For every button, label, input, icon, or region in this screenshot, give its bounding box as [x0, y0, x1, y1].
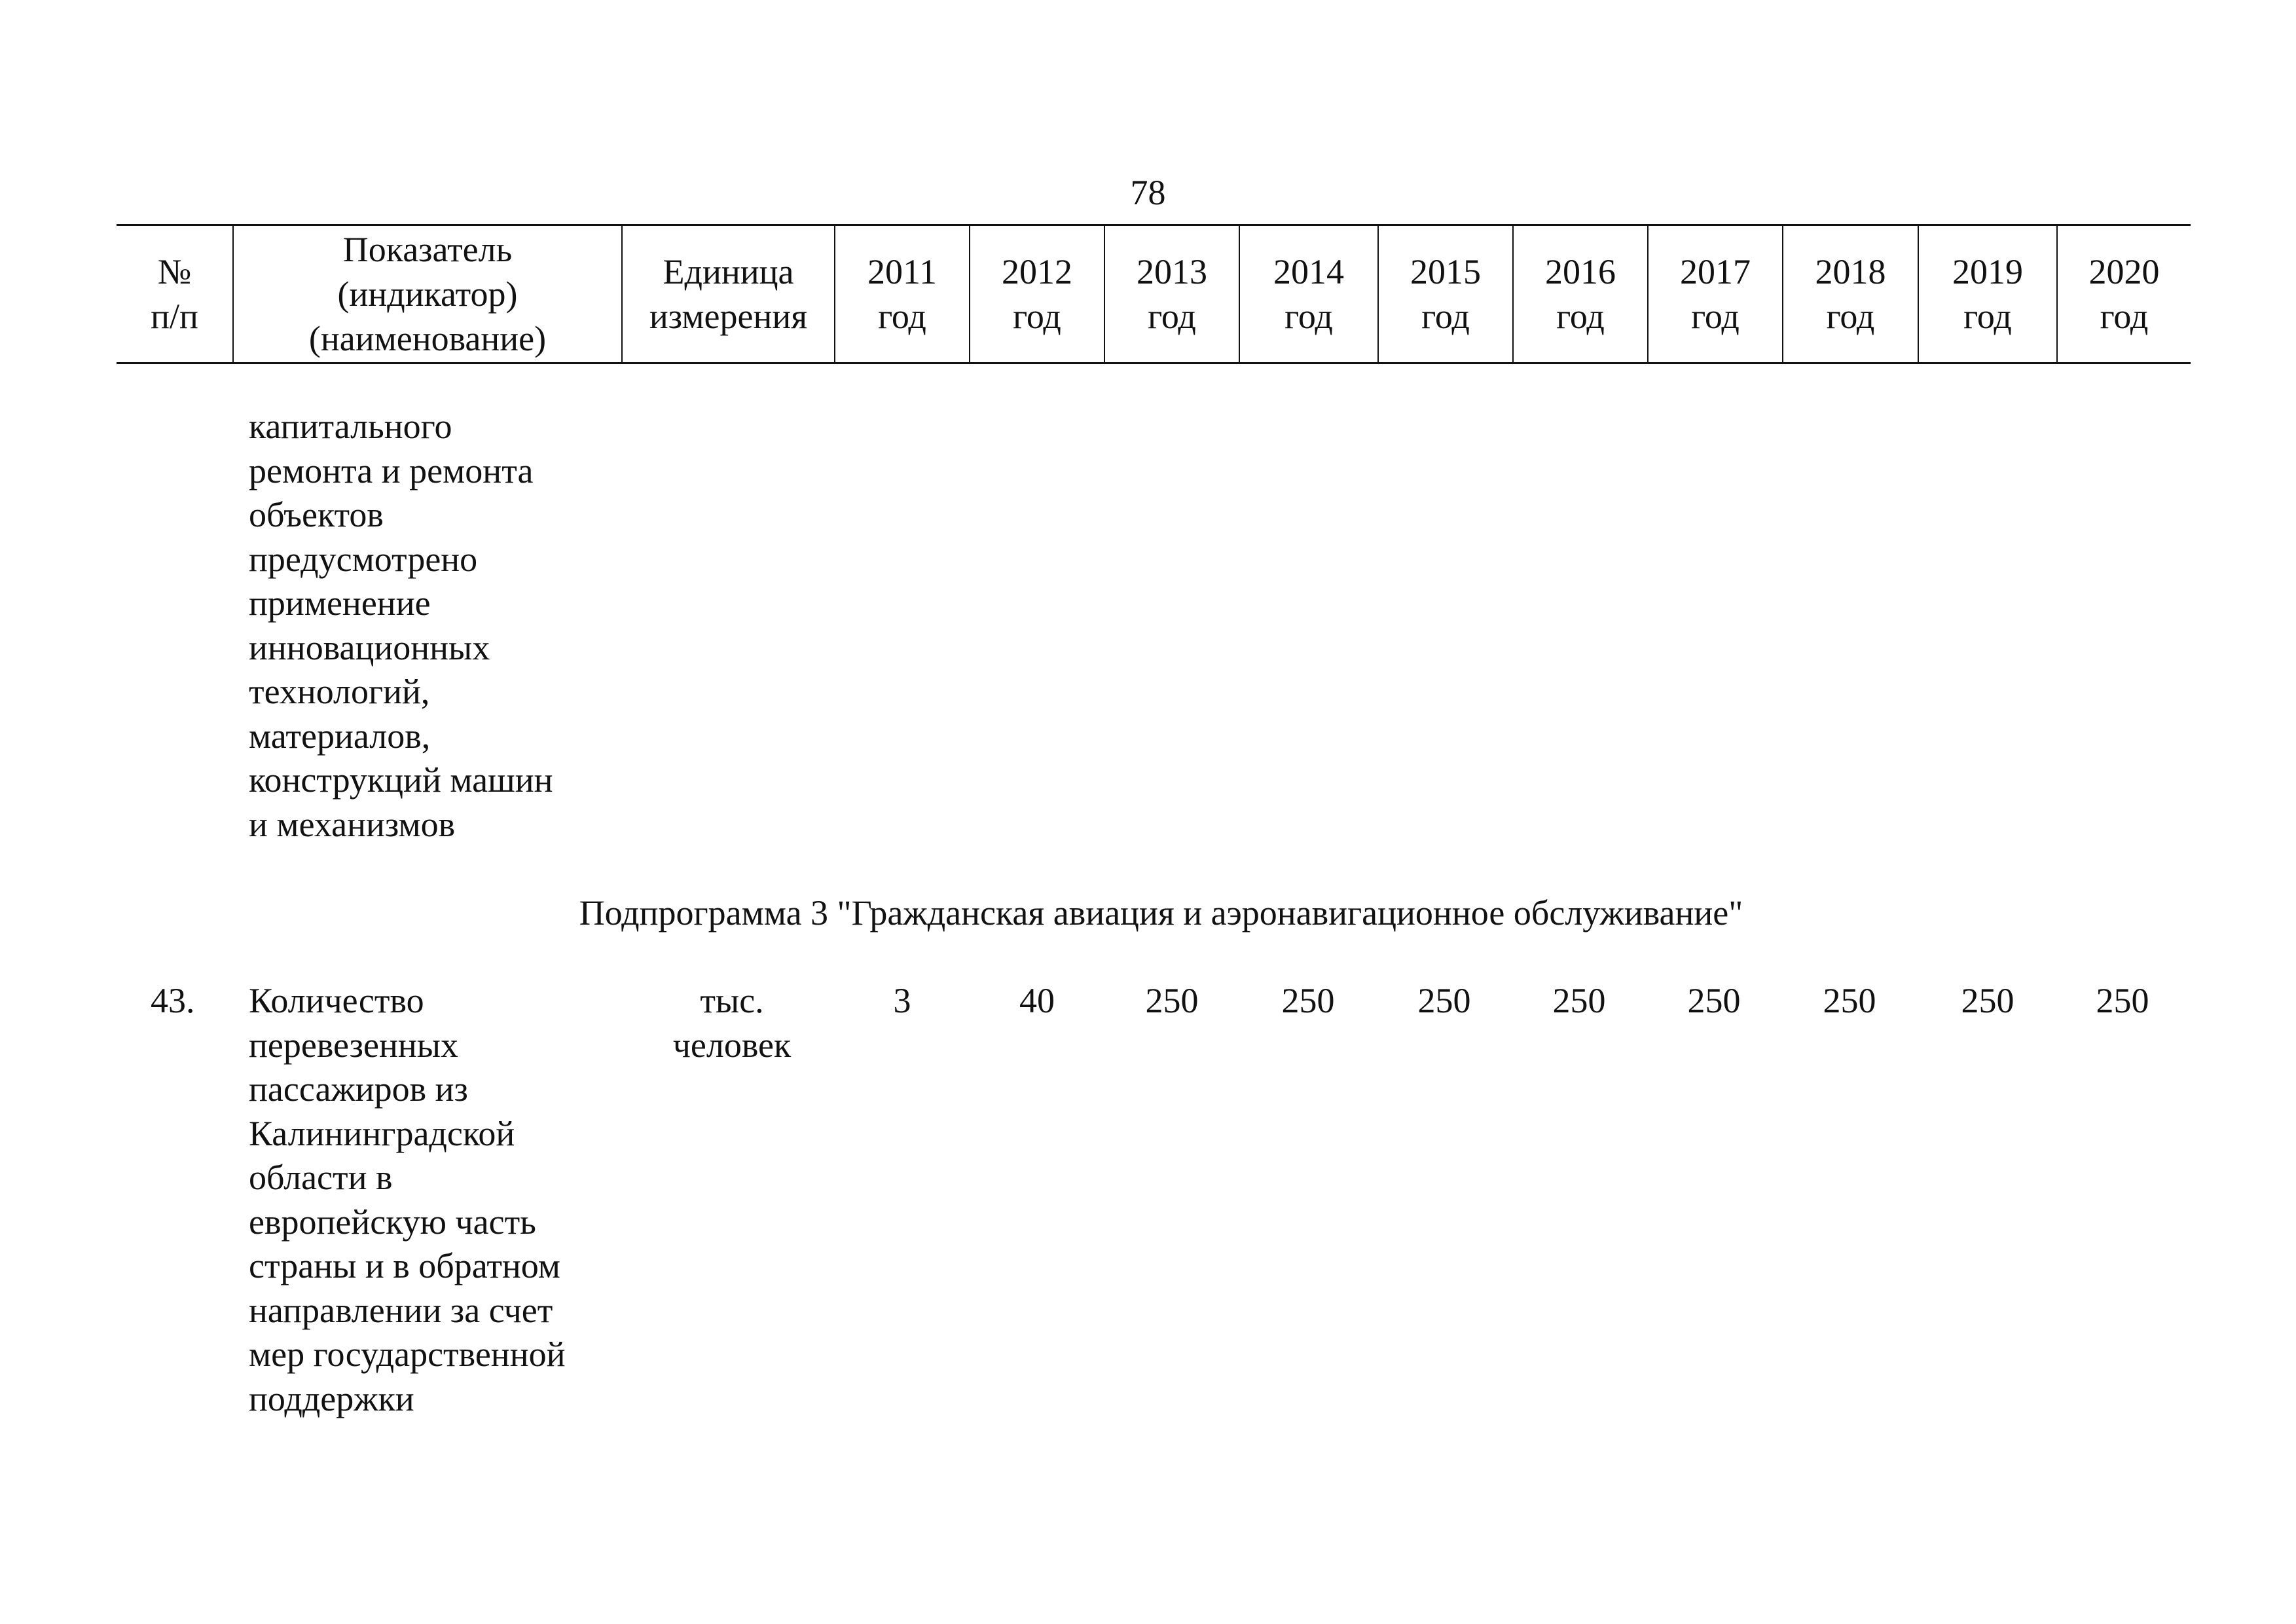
header-number-line: п/п — [151, 297, 198, 336]
row-indicator-name — [249, 979, 566, 1421]
header-year-2012 — [970, 225, 1104, 363]
header-year-suffix: год — [1148, 297, 1196, 336]
indicators-table — [117, 224, 2191, 364]
continued-indicator-line: применение — [249, 583, 431, 623]
header-year-suffix: год — [1421, 297, 1470, 336]
header-year-2019 — [1918, 225, 2057, 363]
table-header-row — [117, 225, 2191, 363]
row-unit — [627, 979, 837, 1067]
header-year-2011 — [835, 225, 970, 363]
row-indicator-line: Количество — [249, 981, 424, 1020]
continued-indicator-line: конструкций машин — [249, 760, 553, 800]
row-indicator-line: пассажиров из — [249, 1069, 468, 1109]
continued-indicator-line: технологий, — [249, 672, 430, 711]
header-year-value: 2012 — [1002, 252, 1072, 291]
header-year-suffix: год — [2100, 297, 2149, 336]
header-year-value: 2019 — [1952, 252, 2023, 291]
page-number — [0, 172, 2296, 213]
row-value-2011: 3 — [893, 981, 911, 1020]
row-value-2020: 250 — [2096, 981, 2149, 1020]
row-indicator-line: Калининградской — [249, 1113, 515, 1153]
row-value-2017: 250 — [1687, 981, 1741, 1020]
continued-indicator-line: материалов, — [249, 716, 431, 756]
header-unit-line: Единица — [663, 252, 794, 291]
page-number-text: 78 — [1130, 173, 1166, 212]
header-number — [117, 225, 233, 363]
header-year-value: 2017 — [1680, 252, 1751, 291]
header-unit — [622, 225, 835, 363]
row-indicator-line: страны и в обратном — [249, 1246, 560, 1285]
continued-indicator-line: предусмотрено — [249, 539, 478, 579]
row-indicator-line: мер государственной — [249, 1335, 566, 1374]
header-year-suffix: год — [1285, 297, 1333, 336]
header-unit-line: измерения — [649, 297, 808, 336]
row-unit-line: человек — [672, 1025, 792, 1065]
row-value-2019: 250 — [1961, 981, 2014, 1020]
row-number: 43. — [151, 981, 195, 1020]
header-year-value: 2020 — [2088, 252, 2160, 291]
row-indicator-line: направлении за счет — [249, 1290, 553, 1330]
row-value-2014: 250 — [1281, 981, 1335, 1020]
header-indicator — [233, 225, 622, 363]
row-unit-line: тыс. — [700, 981, 764, 1020]
header-year-2014 — [1239, 225, 1378, 363]
row-indicator-line: поддержки — [249, 1378, 414, 1418]
header-year-value: 2015 — [1410, 252, 1481, 291]
row-indicator-line: перевезенных — [249, 1025, 459, 1065]
row-value-2018: 250 — [1823, 981, 1876, 1020]
header-year-2020 — [2057, 225, 2191, 363]
continued-indicator-line: и механизмов — [249, 804, 456, 844]
header-year-suffix: год — [1556, 297, 1605, 336]
header-year-suffix: год — [1963, 297, 2012, 336]
row-value-2015: 250 — [1417, 981, 1471, 1020]
header-year-2017 — [1648, 225, 1783, 363]
header-year-suffix: год — [1013, 297, 1061, 336]
header-year-suffix: год — [1826, 297, 1875, 336]
header-year-2015 — [1378, 225, 1513, 363]
continued-indicator-line: объектов — [249, 495, 384, 534]
header-year-value: 2011 — [867, 252, 937, 291]
header-year-2016 — [1513, 225, 1648, 363]
header-number-line: № — [157, 252, 192, 291]
row-indicator-line: области в — [249, 1158, 393, 1197]
subprogram-heading — [0, 892, 2296, 934]
header-year-suffix: год — [1691, 297, 1740, 336]
header-year-value: 2018 — [1815, 252, 1886, 291]
row-indicator-line: европейскую часть — [249, 1202, 536, 1242]
header-year-value: 2014 — [1273, 252, 1344, 291]
header-indicator-line: (наименование) — [308, 319, 547, 358]
header-year-suffix: год — [878, 297, 926, 336]
continued-indicator-line: капитального — [249, 407, 452, 446]
row-value-2013: 250 — [1145, 981, 1199, 1020]
continued-indicator-text — [249, 405, 553, 847]
header-indicator-line: (индикатор) — [337, 274, 518, 314]
row-value-2012: 40 — [1019, 981, 1055, 1020]
header-indicator-line: Показатель — [342, 230, 513, 269]
row-value-2016: 250 — [1552, 981, 1606, 1020]
header-year-value: 2016 — [1545, 252, 1616, 291]
continued-indicator-line: ремонта и ремонта — [249, 451, 534, 490]
continued-indicator-line: инновационных — [249, 627, 490, 667]
subprogram-heading-text: Подпрограмма 3 "Гражданская авиация и аэронавигационное обслуживание" — [579, 893, 1743, 932]
header-year-value: 2013 — [1137, 252, 1207, 291]
header-year-2013 — [1104, 225, 1239, 363]
header-year-2018 — [1783, 225, 1918, 363]
